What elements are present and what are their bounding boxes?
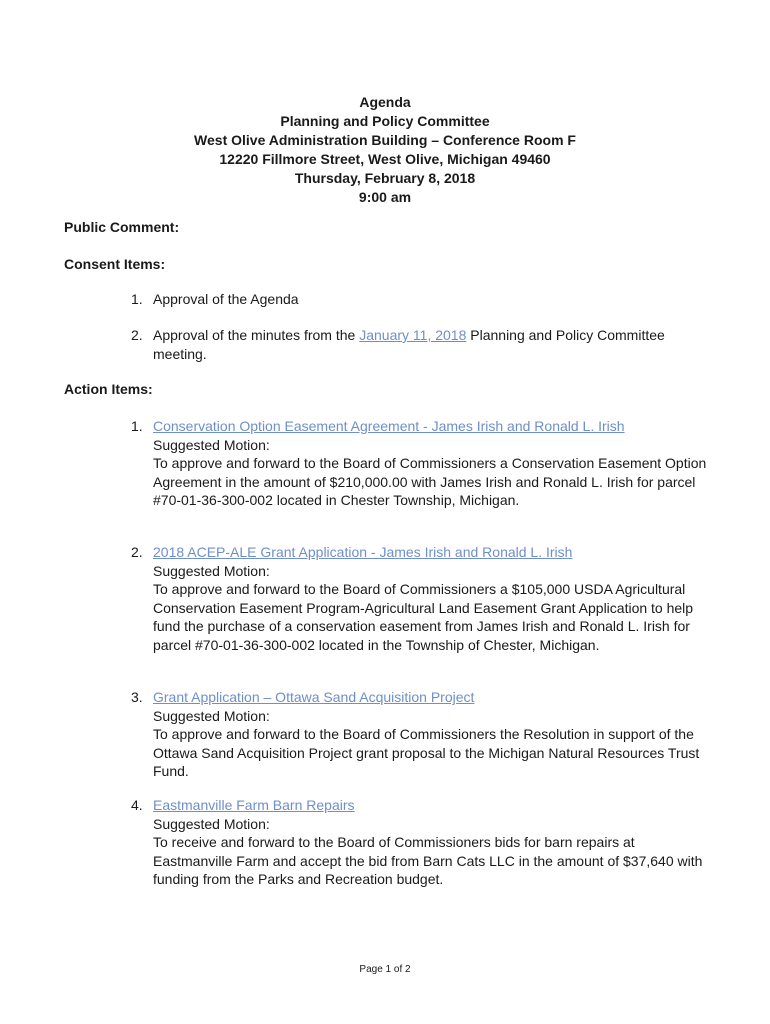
consent-item-text-before: Approval of the minutes from the [153, 327, 360, 343]
meeting-address: 12220 Fillmore Street, West Olive, Michigan 49460 [219, 151, 551, 167]
action-item-link[interactable]: 2018 ACEP-ALE Grant Application - James Irish and Ronald L. Irish [153, 544, 573, 560]
suggested-motion-label: Suggested Motion: [153, 707, 270, 724]
action-item-3 [131, 688, 711, 781]
consent-item-text: Approval of the Agenda [153, 291, 299, 307]
action-item-4 [131, 796, 711, 889]
list-number: 4. [131, 797, 143, 813]
suggested-motion-label: Suggested Motion: [153, 815, 270, 832]
suggested-motion-text: To approve and forward to the Board of Commissioners a $105,000 USDA Agricultural Conservation Easement Program-Agricultural Land Easement Grant Application to help fund the purchase of a conservation easement from James Irish and Ronald L. Irish for parcel #70-01-36-300-002 located in the Township of Chester, Michigan. [153, 581, 694, 653]
public-comment-heading: Public Comment: [64, 219, 180, 235]
action-item-link[interactable]: Eastmanville Farm Barn Repairs [153, 797, 355, 813]
agenda-title: Agenda [359, 94, 411, 110]
consent-item-2 [131, 326, 711, 363]
list-number: 1. [131, 291, 143, 307]
minutes-link[interactable]: January 11, 2018 [359, 327, 467, 343]
action-item-link[interactable]: Conservation Option Easement Agreement - James Irish and Ronald L. Irish [153, 418, 625, 434]
suggested-motion-text: To approve and forward to the Board of Commissioners a Conservation Easement Option Agreement in the amount of $210,000.00 with James Irish and Ronald L. Irish for parcel #70-01-36-300-002 located in Chester Township, Michigan. [153, 455, 707, 508]
page-number: Page 1 of 2 [359, 964, 411, 975]
action-items-heading: Action Items: [64, 381, 153, 397]
committee-name: Planning and Policy Committee [280, 113, 490, 129]
action-item-1 [131, 417, 711, 510]
list-number: 1. [131, 418, 143, 434]
action-item-link[interactable]: Grant Application – Ottawa Sand Acquisition Project [153, 689, 475, 705]
agenda-header [0, 93, 770, 207]
consent-item-text-after: Planning and Policy Committee meeting. [153, 327, 665, 362]
list-number: 2. [131, 544, 143, 560]
suggested-motion-label: Suggested Motion: [153, 436, 270, 453]
action-item-2 [131, 543, 711, 654]
suggested-motion-label: Suggested Motion: [153, 562, 270, 579]
consent-items-heading: Consent Items: [64, 256, 166, 272]
meeting-location: West Olive Administration Building – Conference Room F [194, 132, 576, 148]
suggested-motion-text: To receive and forward to the Board of Commissioners bids for barn repairs at Eastmanville Farm and accept the bid from Barn Cats LLC in the amount of $37,640 with funding from the Parks and Recreation budget. [153, 834, 703, 887]
consent-item-text [153, 326, 711, 363]
list-number: 2. [131, 327, 143, 343]
suggested-motion-text: To approve and forward to the Board of Commissioners the Resolution in support of the Ottawa Sand Acquisition Project grant proposal to the Michigan Natural Resources Trust Fund. [153, 726, 700, 779]
meeting-time: 9:00 am [358, 189, 412, 205]
list-number: 3. [131, 689, 143, 705]
consent-item-1 [131, 290, 711, 309]
meeting-date: Thursday, February 8, 2018 [294, 170, 476, 186]
